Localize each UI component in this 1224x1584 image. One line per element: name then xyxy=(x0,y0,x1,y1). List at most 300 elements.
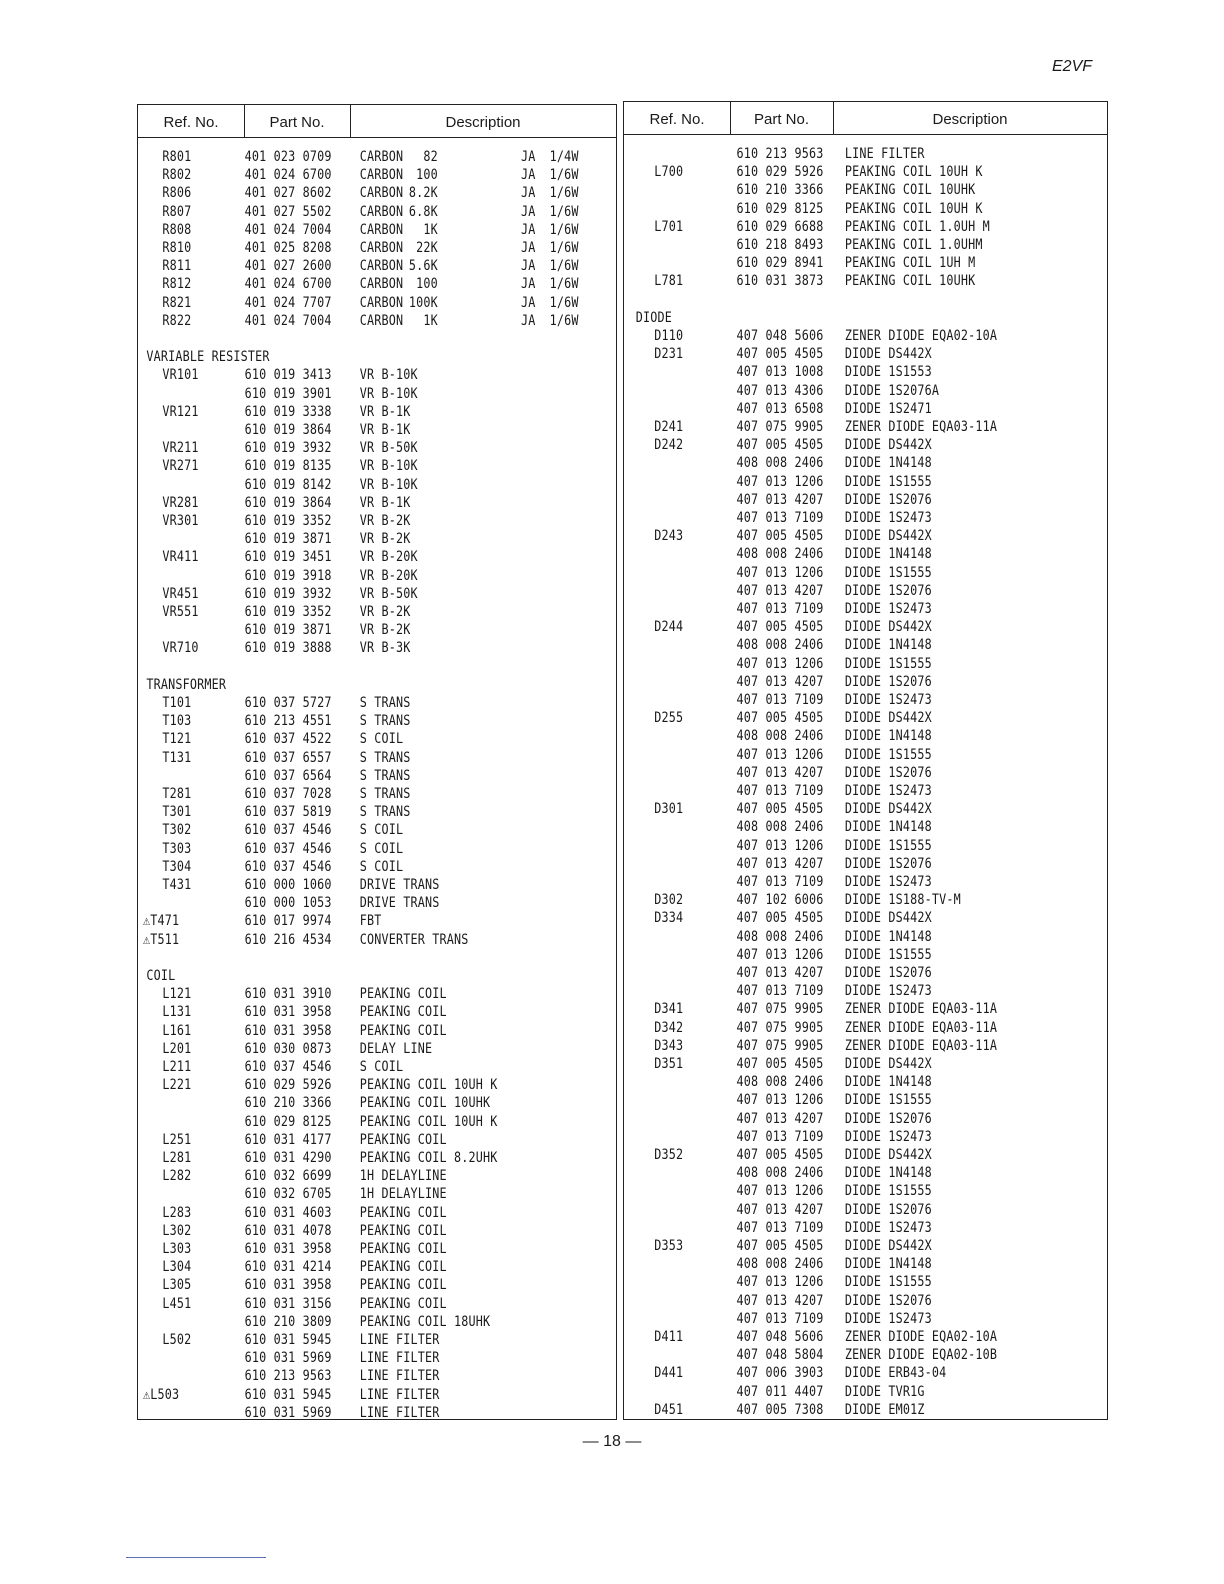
table-row xyxy=(138,1295,540,1313)
table-row xyxy=(138,275,579,293)
table-row xyxy=(624,1255,1030,1273)
description: VR B-10K xyxy=(359,476,418,493)
description: DIODE 1S2473 xyxy=(844,1310,932,1327)
tolerance: JA xyxy=(521,276,536,293)
table-row xyxy=(624,873,1030,891)
value: 1K xyxy=(423,312,438,329)
table-row xyxy=(138,639,540,657)
table-row xyxy=(624,1110,1030,1128)
description: VR B-20K xyxy=(359,549,418,566)
description: VR B-10K xyxy=(359,458,418,475)
description: 1H DELAYLINE xyxy=(359,1168,447,1185)
description: PEAKING COIL 10UHK xyxy=(844,182,976,199)
description: CARBON xyxy=(359,276,404,293)
table-row xyxy=(624,1219,1030,1237)
part-no: 610 031 3910 xyxy=(244,986,332,1003)
description: VR B-1K xyxy=(359,403,411,420)
table-row xyxy=(624,1201,1030,1219)
description: PEAKING COIL xyxy=(359,1241,447,1257)
part-no: 401 027 8602 xyxy=(244,185,332,202)
table-row xyxy=(138,585,540,603)
ref-no: D242 xyxy=(654,437,684,454)
power: 1/6W xyxy=(549,294,579,311)
part-no: 610 031 3958 xyxy=(244,1022,332,1039)
table-row xyxy=(624,1164,1030,1182)
part-no: 407 013 7109 xyxy=(736,1219,824,1236)
part-no: 407 013 1206 xyxy=(736,746,824,763)
ref-no: T131 xyxy=(162,749,192,766)
description: ZENER DIODE EQA03-11A xyxy=(844,1037,998,1054)
description: DRIVE TRANS xyxy=(359,895,440,912)
table-row xyxy=(624,327,1030,345)
ref-no: D441 xyxy=(654,1365,684,1382)
part-no: 610 000 1060 xyxy=(244,877,332,893)
description: DIODE DS442X xyxy=(844,1147,932,1163)
section-label: DIODE xyxy=(635,309,673,326)
table-row xyxy=(624,436,1030,454)
part-no: 407 013 7109 xyxy=(736,601,824,617)
table-row xyxy=(138,330,540,348)
description: DIODE 1N4148 xyxy=(844,1074,932,1091)
description: VR B-1K xyxy=(359,494,411,511)
part-no: 408 008 2406 xyxy=(736,455,824,472)
table-row xyxy=(624,1073,1030,1091)
description: PEAKING COIL xyxy=(359,1277,447,1294)
table-row xyxy=(624,727,1030,745)
ref-no: T103 xyxy=(162,713,192,730)
table-row xyxy=(624,764,1030,782)
description: DIODE 1S2076 xyxy=(844,855,932,872)
ref-no: L131 xyxy=(162,1004,192,1021)
power: 1/6W xyxy=(549,312,579,329)
description: CARBON xyxy=(359,167,404,184)
description: DIODE 1S2473 xyxy=(844,983,932,1000)
table-row xyxy=(138,439,540,457)
table-row xyxy=(624,272,1030,290)
power: 1/6W xyxy=(549,203,579,220)
part-no: 610 019 3932 xyxy=(244,585,332,602)
part-no: 408 008 2406 xyxy=(736,637,824,654)
description: DIODE 1S1555 xyxy=(844,946,932,963)
ref-no: D341 xyxy=(654,1001,684,1018)
table-row xyxy=(138,403,540,421)
table-row xyxy=(624,363,1030,381)
table-row xyxy=(624,400,1030,418)
table-row xyxy=(138,912,540,930)
part-no: 407 013 4207 xyxy=(736,673,824,690)
part-no: 407 013 1206 xyxy=(736,946,824,963)
table-row xyxy=(624,1292,1030,1310)
ref-no: T304 xyxy=(162,858,192,875)
description: S TRANS xyxy=(359,695,411,711)
description: DIODE 1S2076 xyxy=(844,673,932,690)
table-row xyxy=(624,527,1030,545)
table-row xyxy=(624,545,1030,563)
part-no: 610 031 3958 xyxy=(244,1241,332,1257)
part-no: 610 037 6564 xyxy=(244,767,332,784)
part-no: 610 210 3366 xyxy=(736,182,824,199)
part-no: 610 031 5945 xyxy=(244,1386,332,1403)
table-row xyxy=(138,803,540,821)
table-row xyxy=(138,694,540,712)
description: DIODE 1N4148 xyxy=(844,546,932,563)
description: S TRANS xyxy=(359,786,411,802)
part-no: 610 019 3352 xyxy=(244,604,332,620)
ref-no: D343 xyxy=(654,1037,684,1054)
ref-no: VR411 xyxy=(162,549,199,566)
part-no: 407 102 6006 xyxy=(736,892,824,909)
table-row xyxy=(138,1076,540,1094)
tolerance: JA xyxy=(521,203,536,220)
ref-no: D334 xyxy=(654,910,684,927)
table-row xyxy=(138,821,540,839)
part-no: 610 037 5819 xyxy=(244,804,332,821)
description: CARBON xyxy=(359,221,404,238)
part-no: 407 013 7109 xyxy=(736,692,824,708)
ref-no: L302 xyxy=(162,1222,192,1239)
description: DIODE 1S1555 xyxy=(844,473,932,490)
table-row xyxy=(138,385,540,403)
part-no: 407 013 4207 xyxy=(736,1292,824,1309)
ref-no: R822 xyxy=(162,312,192,329)
description: DIODE EM01Z xyxy=(844,1401,925,1418)
table-row xyxy=(138,257,579,275)
table-header xyxy=(624,102,1107,135)
table-row xyxy=(624,782,1030,800)
part-no: 407 005 4505 xyxy=(736,346,824,363)
part-no: 610 213 9563 xyxy=(244,1368,332,1385)
table-row xyxy=(138,603,540,621)
part-no: 407 013 4207 xyxy=(736,1201,824,1218)
ref-no: R810 xyxy=(162,240,192,256)
ref-no: T101 xyxy=(162,695,192,711)
table-row xyxy=(624,709,1030,727)
header-part: Part No. xyxy=(269,114,325,131)
description: DIODE 1S1555 xyxy=(844,746,932,763)
table-row xyxy=(624,1237,1030,1255)
part-no: 407 048 5804 xyxy=(736,1347,824,1364)
table-row xyxy=(138,221,579,239)
description: DIODE DS442X xyxy=(844,1238,932,1254)
table-row xyxy=(138,166,579,184)
part-no: 407 013 1206 xyxy=(736,1183,824,1200)
part-no: 610 037 5727 xyxy=(244,695,332,711)
description: DIODE 1S188-TV-M xyxy=(844,892,961,909)
ref-no: R821 xyxy=(162,294,192,311)
table-row xyxy=(624,254,1030,272)
table-row xyxy=(624,236,1030,254)
table-row xyxy=(138,1113,540,1131)
value: 8.2K xyxy=(408,185,438,202)
description: S COIL xyxy=(359,840,404,857)
description: DIODE 1N4148 xyxy=(844,1165,932,1182)
description: VR B-10K xyxy=(359,385,418,402)
table-row xyxy=(624,345,1030,363)
description: DIODE ERB43-04 xyxy=(844,1365,947,1382)
ref-no: R802 xyxy=(162,167,192,184)
part-no: 610 037 4546 xyxy=(244,822,332,839)
description: DIODE 1S1555 xyxy=(844,564,932,581)
description: LINE FILTER xyxy=(844,146,925,162)
description: PEAKING COIL xyxy=(359,1222,447,1239)
part-no: 407 005 4505 xyxy=(736,1056,824,1072)
table-row xyxy=(624,564,1030,582)
part-no: 401 024 7004 xyxy=(244,312,332,329)
description: LINE FILTER xyxy=(359,1386,440,1403)
description: ZENER DIODE EQA02-10B xyxy=(844,1347,998,1364)
table-row xyxy=(138,1386,540,1404)
part-no: 407 013 1206 xyxy=(736,1092,824,1109)
ref-no: T302 xyxy=(162,822,192,839)
table-row xyxy=(624,181,1030,199)
ref-no: VR101 xyxy=(162,367,199,384)
description: PEAKING COIL 1.0UHM xyxy=(844,237,983,253)
description: PEAKING COIL xyxy=(359,1004,447,1021)
ref-no: R807 xyxy=(162,203,192,220)
part-no: 610 030 0873 xyxy=(244,1040,332,1057)
description: DIODE 1S2076A xyxy=(844,382,940,399)
part-no: 610 029 5926 xyxy=(736,164,824,181)
description: DELAY LINE xyxy=(359,1040,433,1057)
ref-no: VR551 xyxy=(162,604,199,620)
model-code: E2VF xyxy=(1052,58,1093,75)
part-no: 407 005 4505 xyxy=(736,528,824,545)
table-row xyxy=(138,949,540,967)
ref-no: R801 xyxy=(162,149,192,165)
ref-no: L221 xyxy=(162,1077,192,1094)
table-row xyxy=(138,1222,540,1240)
table-row xyxy=(624,1182,1030,1200)
part-no: 610 031 3873 xyxy=(736,273,824,290)
header-description: Description xyxy=(445,114,521,131)
description: CARBON xyxy=(359,185,404,202)
footer-rule xyxy=(126,1557,266,1558)
table-row xyxy=(624,673,1030,691)
part-no: 401 024 6700 xyxy=(244,167,332,184)
tolerance: JA xyxy=(521,258,536,275)
description: ZENER DIODE EQA03-11A xyxy=(844,1019,998,1036)
section-label: COIL xyxy=(146,968,176,984)
description: PEAKING COIL 1.0UH M xyxy=(844,218,990,235)
table-row xyxy=(138,785,540,803)
ref-no-safety: ⚠T471 xyxy=(143,913,180,930)
description: DIODE DS442X xyxy=(844,346,932,363)
part-no: 610 019 3918 xyxy=(244,567,332,584)
ref-no: R812 xyxy=(162,276,192,293)
part-no: 610 019 3932 xyxy=(244,440,332,457)
table-row xyxy=(624,1328,1030,1346)
table-row xyxy=(624,600,1030,618)
ref-no: VR710 xyxy=(162,640,199,657)
part-no: 610 019 3338 xyxy=(244,403,332,420)
header-ref: Ref. No. xyxy=(649,111,705,128)
part-no: 407 013 4207 xyxy=(736,965,824,981)
table-row xyxy=(138,1022,540,1040)
value: 22K xyxy=(416,240,438,256)
description: DIODE 1S2473 xyxy=(844,510,932,526)
description: DIODE 1S1555 xyxy=(844,1092,932,1109)
description: DIODE 1S1555 xyxy=(844,837,932,854)
part-no: 610 019 3901 xyxy=(244,385,332,402)
description: LINE FILTER xyxy=(359,1404,440,1421)
section-heading xyxy=(624,309,1030,327)
part-no: 407 048 5606 xyxy=(736,328,824,344)
table-row xyxy=(138,366,540,384)
part-no: 401 027 2600 xyxy=(244,258,332,275)
part-no: 610 210 3809 xyxy=(244,1313,332,1330)
part-no: 610 037 4546 xyxy=(244,840,332,857)
description: DIODE DS442X xyxy=(844,437,932,454)
table-row xyxy=(624,1128,1030,1146)
part-no: 610 213 4551 xyxy=(244,713,332,730)
ref-no: L201 xyxy=(162,1040,192,1057)
description: VR B-20K xyxy=(359,567,418,584)
description: CARBON xyxy=(359,149,404,165)
table-row xyxy=(138,1240,540,1258)
ref-no: L161 xyxy=(162,1022,192,1039)
description: PEAKING COIL 8.2UHK xyxy=(359,1150,498,1166)
description: CARBON xyxy=(359,258,404,275)
table-row xyxy=(624,891,1030,909)
table-row xyxy=(138,476,540,494)
part-no: 610 037 4546 xyxy=(244,1059,332,1075)
description: ZENER DIODE EQA02-10A xyxy=(844,1329,998,1345)
table-row xyxy=(624,982,1030,1000)
table-row xyxy=(138,621,540,639)
part-no: 408 008 2406 xyxy=(736,928,824,945)
ref-no: VR281 xyxy=(162,494,199,511)
part-no: 407 013 7109 xyxy=(736,783,824,799)
description: DIODE 1N4148 xyxy=(844,928,932,945)
ref-no: D352 xyxy=(654,1147,684,1163)
ref-no: R811 xyxy=(162,258,192,275)
parts-table-left xyxy=(137,104,617,1420)
description: DIODE 1S2473 xyxy=(844,783,932,799)
part-no: 610 029 8941 xyxy=(736,255,824,272)
ref-no-safety: ⚠T511 xyxy=(143,931,180,948)
part-no: 610 031 5969 xyxy=(244,1350,332,1367)
description: DRIVE TRANS xyxy=(359,877,440,893)
description: CARBON xyxy=(359,294,404,311)
part-no: 408 008 2406 xyxy=(736,1165,824,1182)
table-row xyxy=(624,1091,1030,1109)
ref-no: L701 xyxy=(654,218,684,235)
description: PEAKING COIL 10UH K xyxy=(359,1077,498,1094)
table-row xyxy=(624,1310,1030,1328)
table-row xyxy=(624,582,1030,600)
table-row xyxy=(138,858,540,876)
description: DIODE 1S2473 xyxy=(844,601,932,617)
ref-no: L305 xyxy=(162,1277,192,1294)
table-row xyxy=(138,749,540,767)
table-row xyxy=(138,203,579,221)
power: 1/6W xyxy=(549,221,579,238)
tolerance: JA xyxy=(521,167,536,184)
table-row xyxy=(624,491,1030,509)
part-no: 407 013 1206 xyxy=(736,837,824,854)
ref-no: R808 xyxy=(162,221,192,238)
description: DIODE 1S1553 xyxy=(844,364,932,381)
part-no: 407 013 1206 xyxy=(736,655,824,672)
table-row xyxy=(138,1094,540,1112)
part-no: 407 013 4207 xyxy=(736,855,824,872)
part-no: 407 075 9905 xyxy=(736,1001,824,1018)
description: DIODE 1S2076 xyxy=(844,764,932,781)
table-row xyxy=(138,1258,540,1276)
tolerance: JA xyxy=(521,221,536,238)
table-row xyxy=(624,655,1030,673)
table-row xyxy=(138,148,579,166)
description: VR B-10K xyxy=(359,367,418,384)
part-no: 610 019 3888 xyxy=(244,640,332,657)
description: S TRANS xyxy=(359,804,411,821)
part-no: 610 031 5969 xyxy=(244,1404,332,1421)
value: 5.6K xyxy=(408,258,438,275)
table-row xyxy=(138,421,540,439)
description: VR B-1K xyxy=(359,422,411,438)
description: DIODE 1S2473 xyxy=(844,874,932,890)
part-no: 407 013 7109 xyxy=(736,1310,824,1327)
description: DIODE DS442X xyxy=(844,710,932,727)
description: VR B-50K xyxy=(359,585,418,602)
ref-no: L451 xyxy=(162,1295,192,1312)
table-row xyxy=(138,894,540,912)
description: DIODE DS442X xyxy=(844,1056,932,1072)
description: DIODE 1N4148 xyxy=(844,1256,932,1273)
table-row xyxy=(624,454,1030,472)
power: 1/6W xyxy=(549,240,579,256)
description: CARBON xyxy=(359,203,404,220)
table-row xyxy=(624,1273,1030,1291)
table-row xyxy=(138,494,540,512)
table-row xyxy=(138,1367,540,1385)
table-row xyxy=(138,1404,540,1422)
ref-no: T301 xyxy=(162,804,192,821)
description: CARBON xyxy=(359,240,404,256)
part-no: 610 037 4522 xyxy=(244,731,332,748)
ref-no: D411 xyxy=(654,1329,684,1345)
part-no: 610 031 4078 xyxy=(244,1222,332,1239)
description: PEAKING COIL xyxy=(359,1259,447,1276)
value: 82 xyxy=(423,149,438,165)
section-label: VARIABLE RESISTER xyxy=(146,349,270,366)
part-no: 610 218 8493 xyxy=(736,237,824,253)
part-no: 610 031 5945 xyxy=(244,1332,332,1348)
ref-no: L283 xyxy=(162,1204,192,1221)
ref-no: T281 xyxy=(162,786,192,802)
part-no: 407 013 1206 xyxy=(736,1274,824,1291)
part-no: 610 019 3864 xyxy=(244,494,332,511)
table-row xyxy=(624,928,1030,946)
description: DIODE DS442X xyxy=(844,801,932,818)
description: CONVERTER TRANS xyxy=(359,931,469,948)
ref-no: VR451 xyxy=(162,585,199,602)
table-row xyxy=(624,291,1030,309)
part-no: 407 048 5606 xyxy=(736,1329,824,1345)
part-no: 407 005 4505 xyxy=(736,1147,824,1163)
description: PEAKING COIL 18UHK xyxy=(359,1313,491,1330)
table-row xyxy=(624,946,1030,964)
description: PEAKING COIL xyxy=(359,1204,447,1221)
part-no: 401 024 7707 xyxy=(244,294,332,311)
part-no: 610 213 9563 xyxy=(736,146,824,162)
ref-no: T121 xyxy=(162,731,192,748)
section-heading xyxy=(138,967,540,985)
ref-no: D241 xyxy=(654,419,684,435)
part-no: 407 075 9905 xyxy=(736,419,824,435)
part-no: 407 013 1008 xyxy=(736,364,824,381)
part-no: 610 029 8125 xyxy=(736,200,824,217)
